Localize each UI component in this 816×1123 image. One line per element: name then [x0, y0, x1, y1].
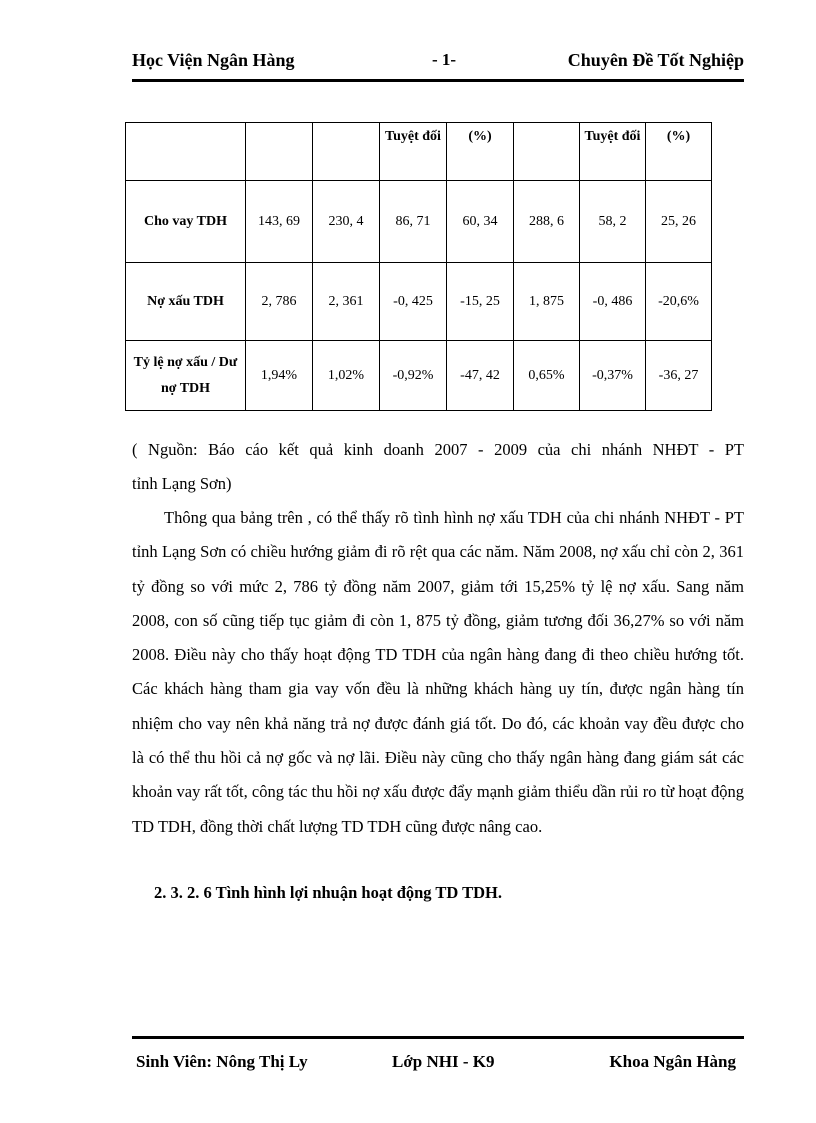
table-row [126, 181, 712, 263]
table-header-cell: (%) [447, 123, 514, 181]
table-header-cell: Tuyệt đối [580, 123, 646, 181]
table-cell: -0, 486 [580, 263, 646, 341]
table-cell: 143, 69 [246, 181, 313, 263]
table-header-cell: Tuyệt đối [380, 123, 447, 181]
header-rule [132, 79, 744, 82]
table-cell: 0,65% [514, 341, 580, 411]
table-cell: 58, 2 [580, 181, 646, 263]
table-cell: -0,37% [580, 341, 646, 411]
table-cell: 2, 786 [246, 263, 313, 341]
table-cell: 86, 71 [380, 181, 447, 263]
table-cell: 1, 875 [514, 263, 580, 341]
row-label: Nợ xấu TDH [126, 263, 246, 341]
footer-class: Lớp NHI - K9 [392, 1052, 495, 1071]
table-cell: 1,02% [313, 341, 380, 411]
table-cell: 2, 361 [313, 263, 380, 341]
table-cell: 230, 4 [313, 181, 380, 263]
table-cell: 1,94% [246, 341, 313, 411]
table-header-cell [126, 123, 246, 181]
table-header-cell [514, 123, 580, 181]
section-heading: 2. 3. 2. 6 Tình hình lợi nhuận hoạt động TD TDH. [154, 883, 502, 902]
footer-faculty: Khoa Ngân Hàng [609, 1052, 736, 1071]
page-footer [136, 1052, 736, 1076]
row-label: Tỷ lệ nợ xấu / Dư nợ TDH [126, 341, 246, 411]
header-document-type: Chuyên Đề Tốt Nghiệp [567, 50, 744, 70]
footer-student: Sinh Viên: Nông Thị Ly [136, 1052, 308, 1071]
table-cell: -0, 425 [380, 263, 447, 341]
bad-debt-table [125, 122, 712, 411]
table-cell: -20,6% [646, 263, 712, 341]
table-cell: -36, 27 [646, 341, 712, 411]
table-header-cell [313, 123, 380, 181]
source-note [132, 433, 744, 501]
table-cell: 25, 26 [646, 181, 712, 263]
table-cell: -0,92% [380, 341, 447, 411]
source-note-line1: ( Nguồn: Báo cáo kết quả kinh doanh 2007 - 2009 của chi nhánh NHĐT - PT [132, 440, 744, 459]
source-note-line2: tỉnh Lạng Sơn) [132, 474, 232, 493]
page-number: - 1- [432, 50, 457, 69]
header-institution: Học Viện Ngân Hàng [132, 50, 295, 70]
page-header [132, 50, 744, 78]
table-cell: -15, 25 [447, 263, 514, 341]
table-cell: 60, 34 [447, 181, 514, 263]
row-label: Cho vay TDH [126, 181, 246, 263]
table-cell: -47, 42 [447, 341, 514, 411]
table-header-cell: (%) [646, 123, 712, 181]
table-row [126, 263, 712, 341]
body-paragraph: Thông qua bảng trên , có thể thấy rõ tình hình nợ xấu TDH của chi nhánh NHĐT - PT tỉnh Lạng Sơn có chiều hướng giảm đi rõ rệt qua các năm. Năm 2008, nợ xấu chỉ còn 2, 361 tỷ đồng so với mức 2, 786 tỷ đồng năm 2007, giảm tới 15,25% tỷ lệ nợ xấu. Sang năm 2008, con số cũng tiếp tục giảm đi còn 1, 875 tỷ đồng, giảm tương đối 36,27% so với năm 2008. Điều này cho thấy hoạt động TD TDH của ngân hàng đang đi theo chiều hướng tốt. Các khách hàng tham gia vay vốn đều là những khách hàng uy tín, được ngân hàng tín nhiệm cho vay nên khả năng trả nợ được đánh giá tốt. Do đó, các khoản vay đều được cho là có thể thu hồi cả nợ gốc và nợ lãi. Điều này cũng cho thấy ngân hàng đang giám sát các khoản vay rất tốt, công tác thu hồi nợ xấu được đẩy mạnh giảm thiểu dần rủi ro từ hoạt động TD TDH, đồng thời chất lượng TD TDH cũng được nâng cao. [132, 508, 744, 836]
table-cell: 288, 6 [514, 181, 580, 263]
table-header-row [126, 123, 712, 181]
table-header-cell [246, 123, 313, 181]
table-row [126, 341, 712, 411]
footer-rule [132, 1036, 744, 1039]
